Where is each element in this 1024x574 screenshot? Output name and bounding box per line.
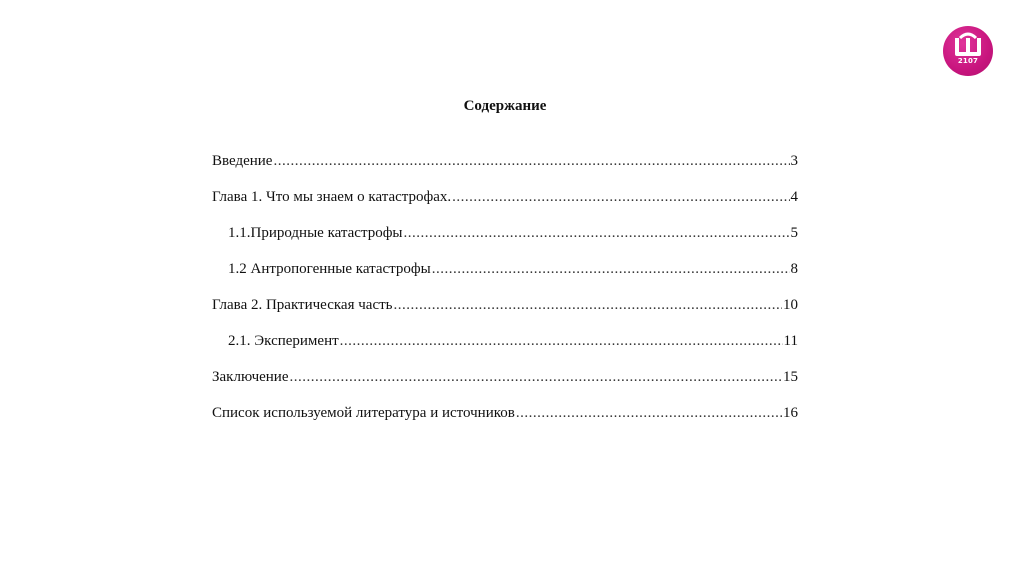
toc-entry-page: 8: [790, 261, 798, 277]
toc-entry-text: Глава 1. Что мы знаем о катастрофах.: [212, 189, 452, 205]
toc-entry-text: 1.2 Антропогенные катастрофы: [228, 261, 431, 277]
toc-leader-dots: [340, 333, 783, 350]
toc-entry-text: 1.1.Природные катастрофы: [228, 225, 403, 241]
toc-leader-dots: [452, 189, 789, 206]
toc-entry-text: Введение: [212, 153, 273, 169]
toc-entry-text: 2.1. Эксперимент: [228, 333, 339, 349]
toc-leader-dots: [273, 153, 789, 170]
toc-entry-section-2-1[interactable]: [212, 333, 798, 369]
toc-entry-page: 4: [790, 189, 798, 205]
toc-entry-page: 16: [783, 405, 798, 421]
toc-leader-dots: [516, 405, 782, 422]
toc-entry-section-1-1[interactable]: [212, 225, 798, 261]
toc-entry-page: 10: [783, 297, 798, 313]
toc-entry-text: Список используемой литература и источников: [212, 405, 515, 421]
toc-entry-text: Заключение: [212, 369, 289, 385]
logo-text: 2107: [957, 57, 979, 65]
toc-entry-text: Глава 2. Практическая часть: [212, 297, 393, 313]
toc-leader-dots: [290, 369, 783, 386]
toc-entry-chapter-2[interactable]: [212, 297, 798, 333]
toc-entry-introduction[interactable]: [212, 153, 798, 189]
toc-entry-page: 15: [783, 369, 798, 385]
toc-entry-section-1-2[interactable]: [212, 261, 798, 297]
toc-entry-page: 11: [783, 333, 798, 349]
toc-leader-dots: [394, 297, 783, 314]
toc-entry-references[interactable]: [212, 405, 798, 441]
toc-title: Содержание: [463, 98, 547, 114]
toc-entry-chapter-1[interactable]: [212, 189, 798, 225]
school-logo: [943, 26, 993, 76]
toc-entry-page: 3: [790, 153, 798, 169]
toc-entry-conclusion[interactable]: [212, 369, 798, 405]
school-logo-icon: [943, 26, 993, 76]
toc-leader-dots: [404, 225, 790, 242]
toc-entry-page: 5: [790, 225, 798, 241]
toc-leader-dots: [432, 261, 790, 278]
table-of-contents: [212, 153, 798, 441]
